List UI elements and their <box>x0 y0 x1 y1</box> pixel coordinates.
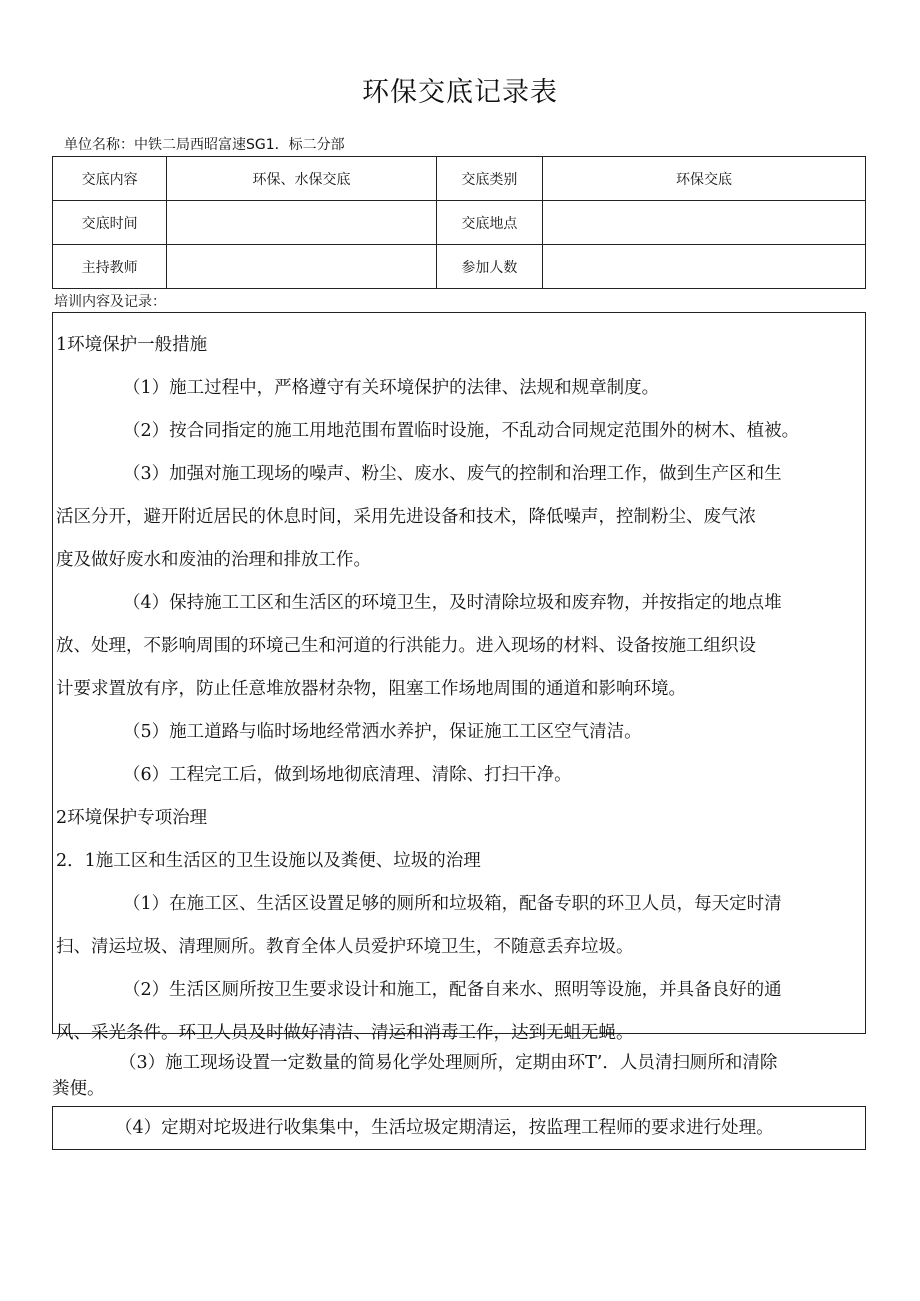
training-content-label: 培训内容及记录： <box>54 294 166 310</box>
content-line: （2）按合同指定的施工用地范围布置临时设施，不乱动合同规定范围外的树木、植被。 <box>123 421 800 441</box>
label-attendee-count: 参加人数 <box>436 245 542 289</box>
label-disclosure-location: 交底地点 <box>436 201 542 245</box>
content-line: 风、采光条件。环卫人员及时做好清洁、清运和消毒工作，达到无蛆无蝇。 <box>56 1023 634 1043</box>
content-line: （3）加强对施工现场的噪声、粉尘、废水、废气的控制和治理工作，做到生产区和生 <box>123 464 782 484</box>
content-line: （2）生活区厕所按卫生要求设计和施工，配备自来水、照明等设施，并具备良好的通 <box>123 980 782 1000</box>
value-attendee-count <box>543 245 866 289</box>
content-line: （4）保持施工工区和生活区的环境卫生，及时清除垃圾和废弃物，并按指定的地点堆 <box>123 593 782 613</box>
training-content-box <box>52 312 866 1043</box>
label-disclosure-time: 交底时间 <box>53 201 167 245</box>
content-line: （6）工程完工后，做到场地彻底清理、清除、打扫干净。 <box>123 765 572 785</box>
subsection-heading: 2．1施工区和生活区的卫生设施以及粪便、垃圾的治理 <box>56 851 481 871</box>
value-disclosure-content: 环保、水保交底 <box>167 157 436 201</box>
unit-name-line: 单位名称：中铁二局西昭富速SG1．标二分部 <box>64 137 345 153</box>
label-disclosure-content: 交底内容 <box>53 157 167 201</box>
content-line: 扫、清运垃圾、清理厕所。教育全体人员爱护环境卫生，不随意丢弃垃圾。 <box>56 937 634 957</box>
label-host-teacher: 主持教师 <box>53 245 167 289</box>
last-paragraph-box: （4）定期对坨圾进行收集集中，生活垃圾定期清运，按监理工程师的要求进行处理。 <box>52 1106 866 1150</box>
value-disclosure-location <box>543 201 866 245</box>
outside-paragraph <box>52 1050 866 1102</box>
outside-paragraph-line: 粪便。 <box>52 1079 105 1099</box>
content-line: 计要求置放有序，防止任意堆放器材杂物，阻塞工作场地周围的通道和影响环境。 <box>56 679 686 699</box>
content-line: 度及做好废水和废油的治理和排放工作。 <box>56 550 371 570</box>
outside-paragraph-line: （3）施工现场设置一定数量的简易化学处理厕所，定期由环T’．人员清扫厕所和清除 <box>119 1053 778 1073</box>
value-disclosure-time <box>167 201 436 245</box>
value-host-teacher <box>167 245 436 289</box>
info-row-time <box>53 201 866 245</box>
value-disclosure-category: 环保交底 <box>543 157 866 201</box>
info-row-content <box>53 157 866 201</box>
section-heading: 2环境保护专项治理 <box>56 808 208 828</box>
info-table <box>52 156 866 289</box>
page-title: 环保交底记录表 <box>362 77 558 108</box>
content-line: 放、处理，不影响周围的环境己生和河道的行洪能力。进入现场的材料、设备按施工组织设 <box>56 636 756 656</box>
content-line: （5）施工道路与临时场地经常洒水养护，保证施工工区空气清洁。 <box>123 722 642 742</box>
content-line: 活区分开，避开附近居民的休息时间，采用先进设备和技术，降低噪声，控制粉尘、废气浓 <box>56 507 756 527</box>
info-row-host <box>53 245 866 289</box>
content-line: （1）在施工区、生活区设置足够的厕所和垃圾箱，配备专职的环卫人员，每天定时清 <box>123 894 782 914</box>
section-heading: 1环境保护一般措施 <box>56 335 208 355</box>
label-disclosure-category: 交底类别 <box>436 157 542 201</box>
content-line: （1）施工过程中，严格遵守有关环境保护的法律、法规和规章制度。 <box>123 378 660 398</box>
